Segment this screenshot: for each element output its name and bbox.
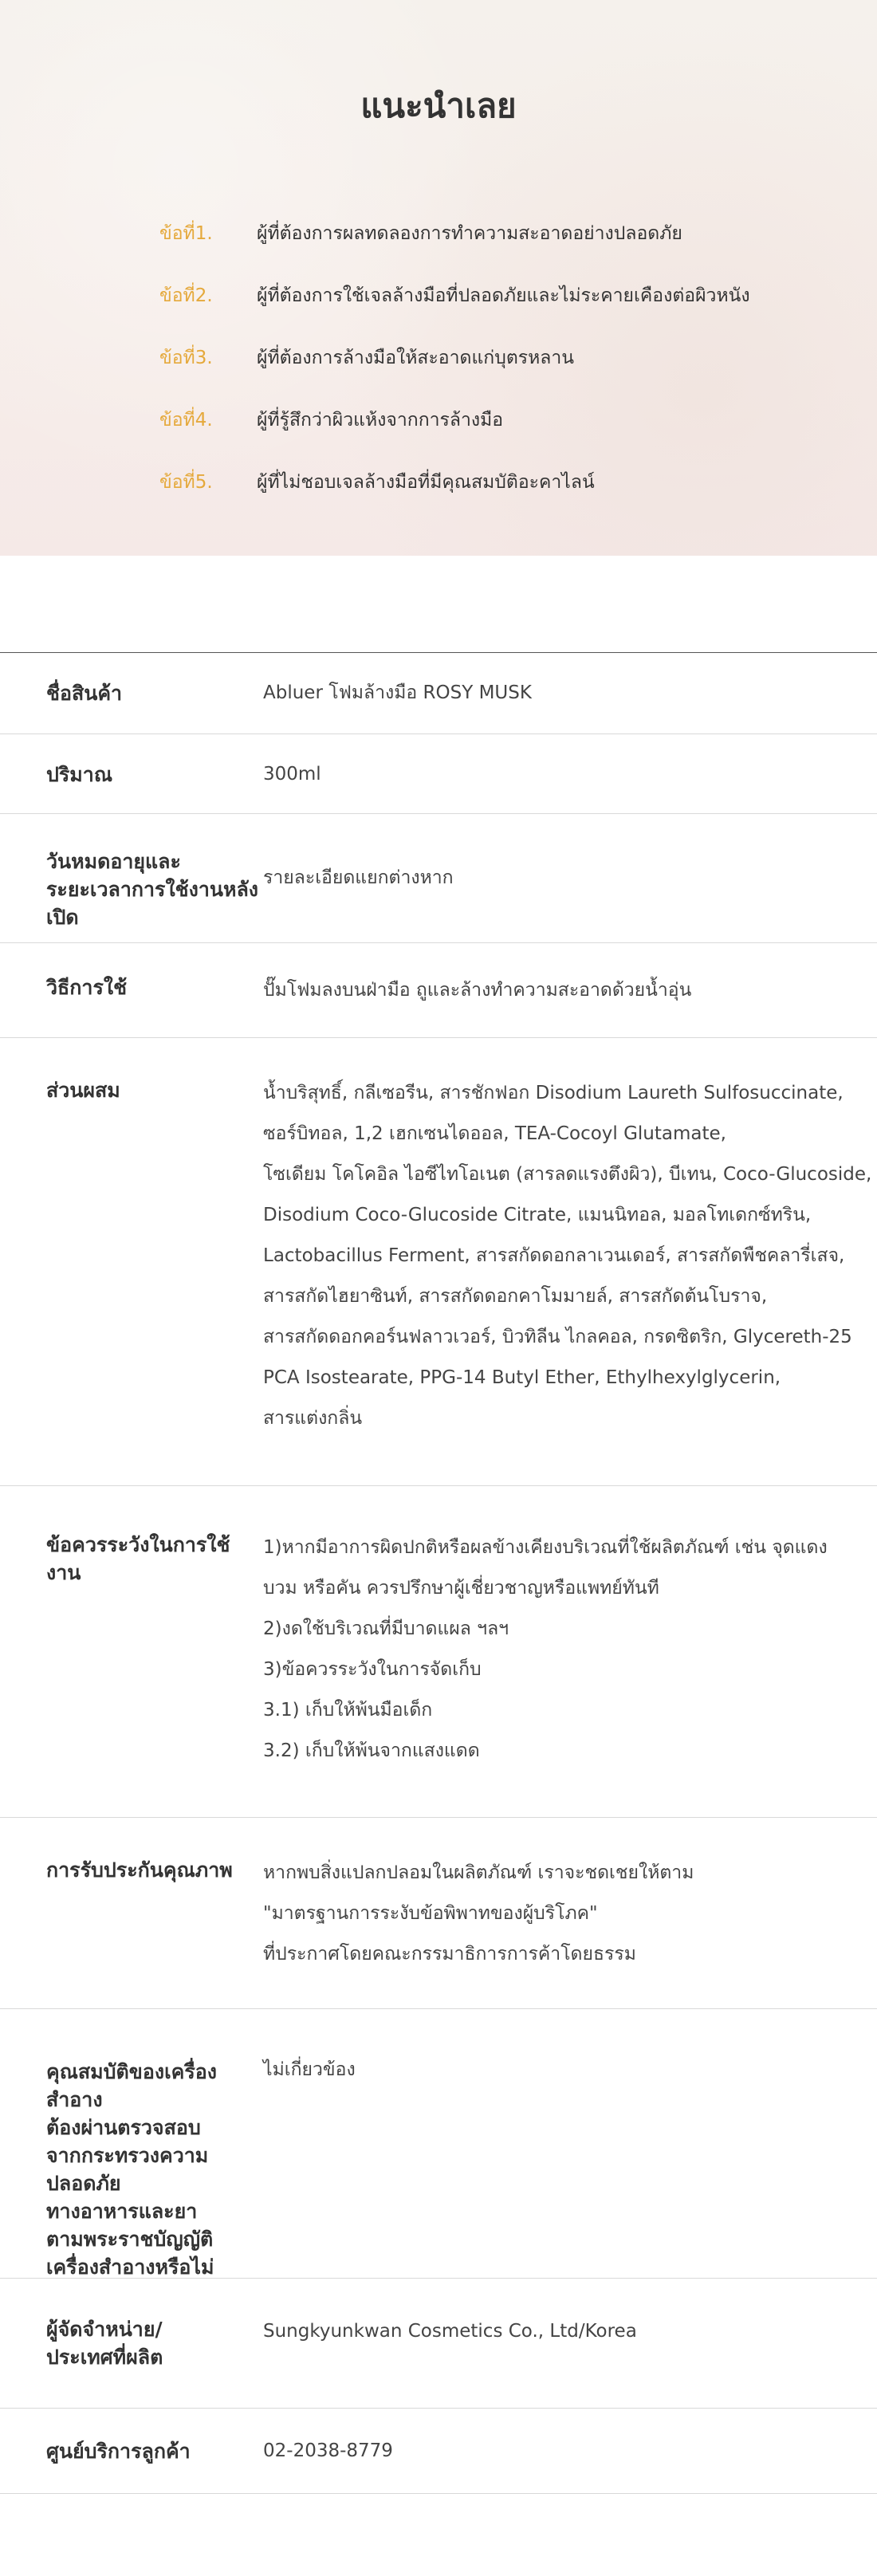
spec-label: ปริมาณ (46, 763, 113, 786)
recommend-item (159, 451, 797, 513)
spec-row-product-name (0, 653, 877, 734)
recommend-item-number: ข้อที่4. (159, 410, 213, 431)
spec-label: ส่วนผสม (46, 1079, 120, 1102)
recommend-item-number: ข้อที่3. (159, 348, 213, 368)
spec-value: ปั๊มโฟมลงบนฝ่ามือ ถูและล้างทำความสะอาดด้วยน้ำอุ่น (263, 980, 692, 1001)
recommend-item-text: ผู้ที่ต้องการล้างมือให้สะอาดแก่บุตรหลาน (257, 348, 575, 368)
spec-value: ไม่เกี่ยวข้อง (263, 2059, 356, 2080)
spec-value: น้ำบริสุทธิ์, กลีเซอรีน, สารชักฟอก Disodium Laureth Sulfosuccinate, ซอร์บิทอล, 1,2 เฮกเซนไดออล, TEA-Cocoyl Glutamate, โซเดียม โคโคอิล ไอซีไทโอเนต (สารลดแรงตึงผิว), บีเทน, Coco-Glucoside, Disodium Coco-Glucoside Citrate, แมนนิทอล, มอลโทเดกซ์ทริน, Lactobacillus Ferment, สารสกัดดอกลาเวนเดอร์, สารสกัดพืชคลารี่เสจ, สารสกัดไฮยาซินท์, สารสกัดดอกคาโมมายล์, สารสกัดต้นโบราจ, สารสกัดดอกคอร์นฟลาวเวอร์, บิวทิลีน ไกลคอล, กรดซิตริก, Glycereth-25 PCA Isostearate, PPG-14 Butyl Ether, Ethylhexylglycerin, สารแต่งกลิ่น (263, 1083, 872, 1429)
recommend-item-text: ผู้ที่ต้องการผลทดลองการทำความสะอาดอย่างปลอดภัย (257, 223, 682, 244)
recommend-item (159, 389, 797, 451)
spec-row-distributor (0, 2279, 877, 2409)
spec-label: วิธีการใช้ (46, 976, 128, 999)
spec-row-ingredients (0, 1038, 877, 1486)
spec-label: วันหมดอายุและ ระยะเวลาการใช้งานหลังเปิด (46, 850, 258, 929)
spec-value: Sungkyunkwan Cosmetics Co., Ltd/Korea (263, 2321, 637, 2342)
recommend-item-number: ข้อที่5. (159, 472, 213, 493)
spec-row-volume (0, 734, 877, 814)
recommend-item-text: ผู้ที่ไม่ชอบเจลล้างมือที่มีคุณสมบัติอะคาไลน์ (257, 472, 595, 493)
spec-row-precautions (0, 1486, 877, 1818)
spec-value: หากพบสิ่งแปลกปลอมในผลิตภัณฑ์ เราจะชดเชยให้ตาม "มาตรฐานการระงับข้อพิพาทของผู้บริโภค" ที่ประกาศโดยคณะกรรมาธิการการค้าโดยธรรม (263, 1862, 694, 1964)
spec-value: 1)หากมีอาการผิดปกติหรือผลข้างเคียงบริเวณที่ใช้ผลิตภัณฑ์ เช่น จุดแดง บวม หรือคัน ควรปรึกษาผู้เชี่ยวชาญหรือแพทย์ทันที 2)งดใช้บริเวณที่มีบาดแผล ฯลฯ 3)ข้อควรระวังในการจัดเก็บ 3.1) เก็บให้พ้นมือเด็ก 3.2) เก็บให้พ้นจากแสงแดด (263, 1537, 828, 1761)
spec-value: 02-2038-8779 (263, 2440, 393, 2461)
recommend-list (159, 203, 797, 513)
spec-value: 300ml (263, 764, 321, 785)
spec-label: การรับประกันคุณภาพ (46, 1858, 233, 1882)
spec-row-customer-service (0, 2409, 877, 2494)
recommend-item-text: ผู้ที่รู้สึกว่าผิวแห้งจากการล้างมือ (257, 410, 504, 431)
spec-value: รายละเอียดแยกต่างหาก (263, 867, 454, 888)
recommend-item (159, 203, 797, 265)
spec-row-usage (0, 943, 877, 1038)
recommend-title: แนะนำเลย (360, 86, 517, 125)
recommend-item-number: ข้อที่2. (159, 285, 213, 306)
spec-label: ศูนย์บริการลูกค้า (46, 2440, 191, 2463)
spec-row-expiry (0, 814, 877, 943)
recommend-section (0, 0, 877, 556)
product-spec-table (0, 652, 877, 2494)
recommend-item-text: ผู้ที่ต้องการใช้เจลล้างมือที่ปลอดภัยและไม่ระคายเคืองต่อผิวหนัง (257, 285, 750, 306)
spec-label: ข้อควรระวังในการใช้งาน (46, 1533, 230, 1584)
spec-label: ผู้จัดจำหน่าย/ ประเทศที่ผลิต (46, 2318, 163, 2369)
spec-label: คุณสมบัติของเครื่องสำอาง ต้องผ่านตรวจสอบ จากกระทรวงความปลอดภัย ทางอาหารและยา ตามพระราชบัญญัติ เครื่องสำอางหรือไม่ (46, 2060, 217, 2279)
recommend-item-number: ข้อที่1. (159, 223, 213, 244)
spec-row-quality-guarantee (0, 1818, 877, 2009)
spec-row-fda-check (0, 2009, 877, 2279)
spec-value: Abluer โฟมล้างมือ ROSY MUSK (263, 682, 532, 703)
recommend-item (159, 265, 797, 327)
spec-label: ชื่อสินค้า (46, 682, 123, 705)
recommend-item (159, 327, 797, 389)
